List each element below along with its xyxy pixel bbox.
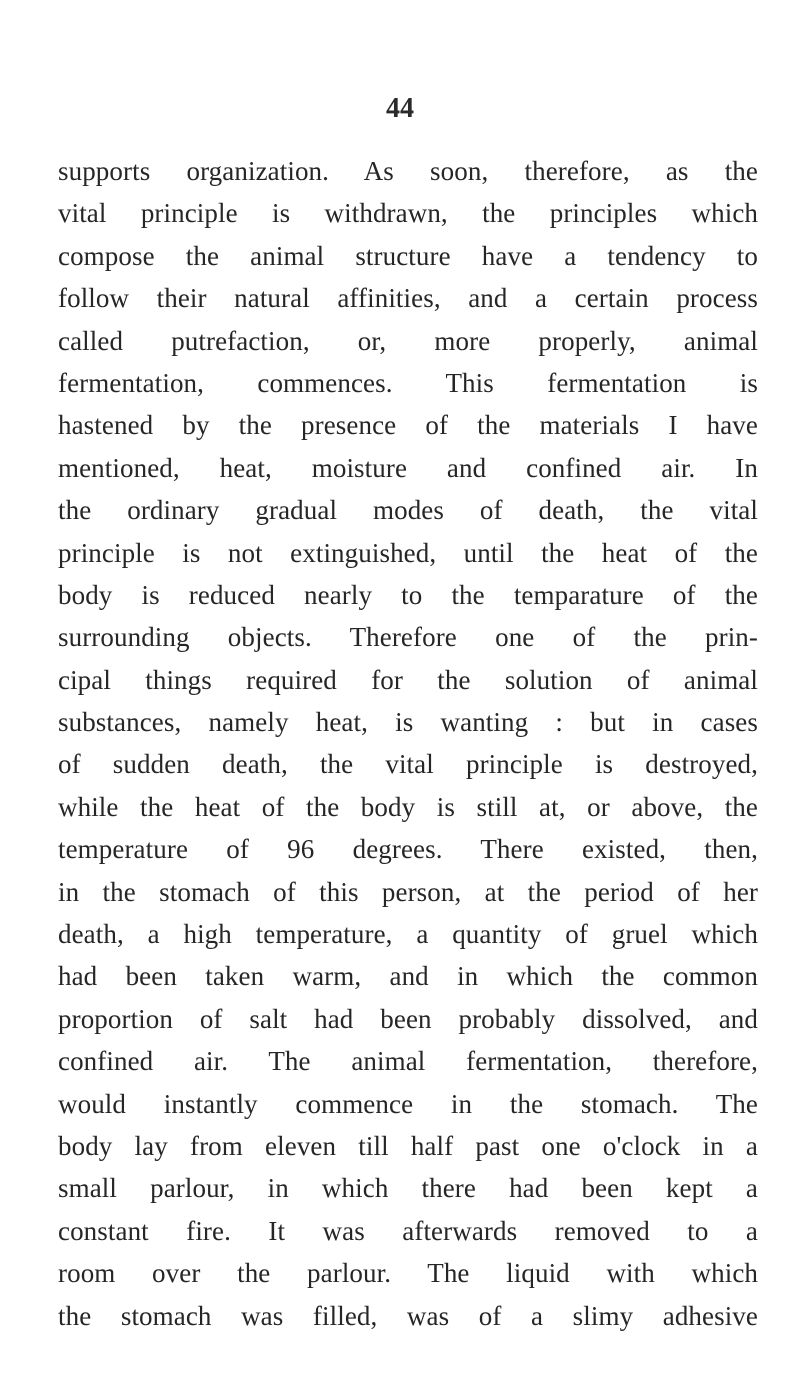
text-line: room over the parlour. The liquid with which bbox=[58, 1258, 758, 1289]
text-line: called putrefaction, or, more properly, animal bbox=[58, 325, 758, 356]
text-line: proportion of salt had been probably dissolved, and bbox=[58, 1003, 758, 1034]
text-line: follow their natural affinities, and a certain process bbox=[58, 283, 758, 314]
text-line: the ordinary gradual modes of death, the vital bbox=[58, 495, 758, 526]
text-line: had been taken warm, and in which the common bbox=[58, 961, 758, 992]
text-line: fermentation, commences. This fermentation is bbox=[58, 367, 758, 398]
text-line: death, a high temperature, a quantity of gruel which bbox=[58, 919, 758, 950]
page-number: 44 bbox=[386, 93, 414, 124]
text-line: mentioned, heat, moisture and confined air. In bbox=[58, 452, 758, 483]
text-line: small parlour, in which there had been kept a bbox=[58, 1173, 758, 1204]
text-line: body is reduced nearly to the temparature of the bbox=[58, 579, 758, 610]
text-line: body lay from eleven till half past one o'clock in a bbox=[58, 1130, 758, 1161]
text-line: vital principle is withdrawn, the principles which bbox=[58, 198, 758, 229]
text-line: supports organization. As soon, therefore, as the bbox=[58, 156, 758, 186]
text-line: in the stomach of this person, at the period of her bbox=[58, 876, 758, 907]
text-line: principle is not extinguished, until the heat of the bbox=[58, 537, 758, 568]
text-line: cipal things required for the solution of animal bbox=[58, 664, 758, 695]
text-line: would instantly commence in the stomach. The bbox=[58, 1088, 758, 1119]
body-text bbox=[58, 150, 758, 1337]
text-line: temperature of 96 degrees. There existed, then, bbox=[58, 834, 758, 865]
text-line: the stomach was filled, was of a slimy adhesive bbox=[58, 1300, 758, 1331]
text-line: substances, namely heat, is wanting : but in cases bbox=[58, 707, 758, 738]
text-line: surrounding objects. Therefore one of the prin- bbox=[58, 622, 758, 653]
text-line: constant fire. It was afterwards removed to a bbox=[58, 1215, 758, 1246]
text-line: of sudden death, the vital principle is destroyed, bbox=[58, 749, 758, 780]
text-line: confined air. The animal fermentation, therefore, bbox=[58, 1046, 758, 1077]
text-line: hastened by the presence of the materials I have bbox=[58, 410, 758, 441]
text-line: while the heat of the body is still at, or above, the bbox=[58, 791, 758, 822]
text-line: compose the animal structure have a tendency to bbox=[58, 240, 758, 271]
